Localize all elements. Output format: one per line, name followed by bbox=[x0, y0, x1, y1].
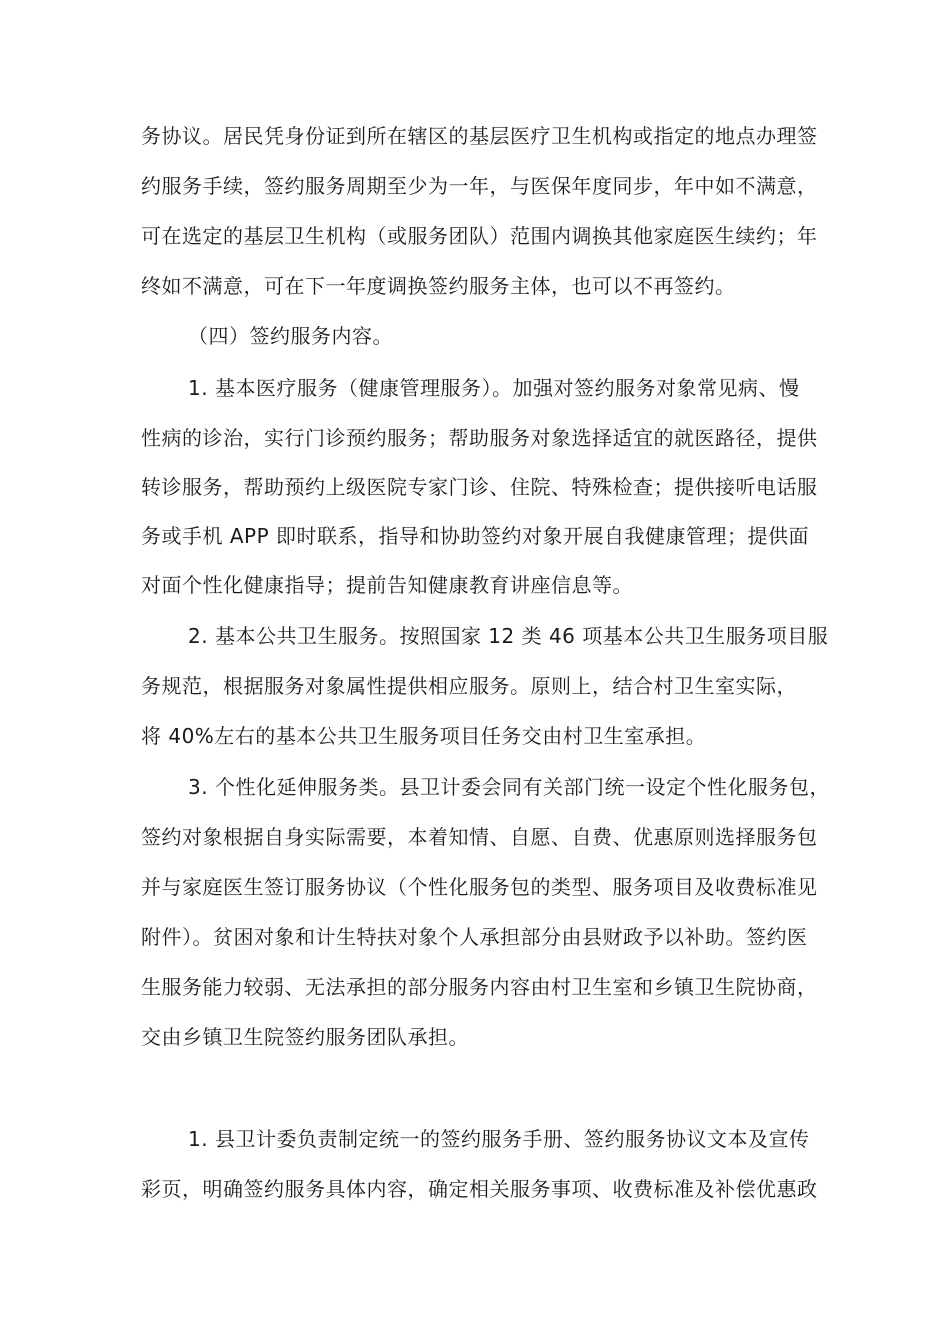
paragraph-line: 交由乡镇卫生院签约服务团队承担。 bbox=[141, 1025, 469, 1049]
paragraph-line: 2. 基本公共卫生服务。按照国家 12 类 46 项基本公共卫生服务项目服 bbox=[188, 624, 829, 648]
paragraph-line: 将 40%左右的基本公共卫生服务项目任务交由村卫生室承担。 bbox=[141, 724, 707, 748]
paragraph-line: 3. 个性化延伸服务类。县卫计委会同有关部门统一设定个性化服务包， bbox=[188, 775, 830, 799]
paragraph-line: 生服务能力较弱、无法承担的部分服务内容由村卫生室和乡镇卫生院协商， bbox=[141, 975, 818, 999]
paragraph-line: 对面个性化健康指导；提前告知健康教育讲座信息等。 bbox=[141, 573, 633, 597]
paragraph-line: 转诊服务，帮助预约上级医院专家门诊、住院、特殊检查；提供接听电话服 bbox=[141, 475, 818, 499]
paragraph-line: 签约对象根据自身实际需要，本着知情、自愿、自费、优惠原则选择服务包 bbox=[141, 825, 818, 849]
paragraph-line: 1. 县卫计委负责制定统一的签约服务手册、签约服务协议文本及宣传 bbox=[188, 1127, 810, 1151]
paragraph-line: 并与家庭医生签订服务协议（个性化服务包的类型、服务项目及收费标准见 bbox=[141, 875, 818, 899]
paragraph-line: 可在选定的基层卫生机构（或服务团队）范围内调换其他家庭医生续约；年 bbox=[141, 224, 818, 248]
paragraph-line: 性病的诊治，实行门诊预约服务；帮助服务对象选择适宜的就医路径，提供 bbox=[141, 426, 818, 450]
paragraph-line: 终如不满意，可在下一年度调换签约服务主体，也可以不再签约。 bbox=[141, 274, 736, 298]
section-heading: （四）签约服务内容。 bbox=[188, 324, 393, 348]
paragraph-line: 务协议。居民凭身份证到所在辖区的基层医疗卫生机构或指定的地点办理签 bbox=[141, 124, 818, 148]
paragraph-line: 务规范，根据服务对象属性提供相应服务。原则上，结合村卫生室实际， bbox=[141, 674, 797, 698]
paragraph-line: 1. 基本医疗服务（健康管理服务）。加强对签约服务对象常见病、慢 bbox=[188, 376, 800, 400]
paragraph-line: 约服务手续，签约服务周期至少为一年，与医保年度同步，年中如不满意， bbox=[141, 174, 818, 198]
paragraph-line: 彩页，明确签约服务具体内容，确定相关服务事项、收费标准及补偿优惠政 bbox=[141, 1177, 818, 1201]
paragraph-line: 务或手机 APP 即时联系，指导和协助签约对象开展自我健康管理；提供面 bbox=[141, 524, 810, 548]
paragraph-line: 附件）。贫困对象和计生特扶对象个人承担部分由县财政予以补助。签约医 bbox=[141, 925, 808, 949]
